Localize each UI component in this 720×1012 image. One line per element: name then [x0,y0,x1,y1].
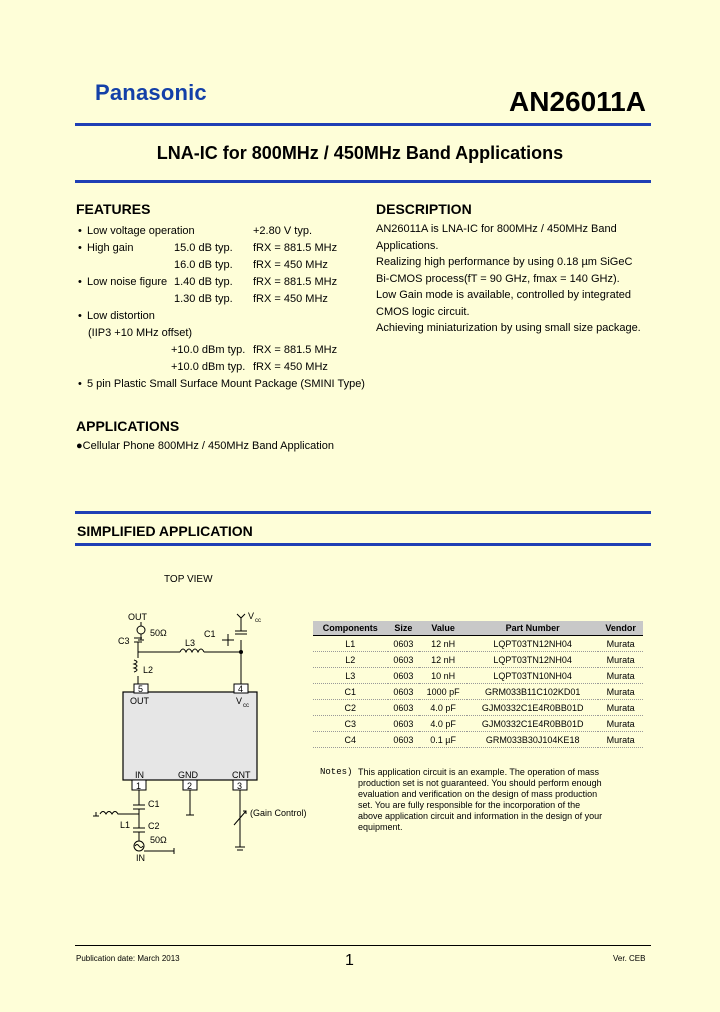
table-cell: 12 nH [419,652,467,668]
application-circuit [90,600,330,865]
description-line: Realizing high performance by using 0.18 µm SiGeC [376,256,633,268]
feature-label: High gain [87,242,134,254]
simplified-top-rule [75,511,651,514]
pin1-number: 1 [136,781,142,791]
c1-bot-label: C1 [148,799,160,809]
table-cell: Murata [598,716,643,732]
table-cell: C2 [313,700,388,716]
notes-line: equipment. [358,822,403,832]
chip-gnd-label: GND [178,770,198,780]
table-cell: L3 [313,668,388,684]
table-row [313,732,643,748]
l1-inductor [100,812,139,815]
table-cell: 0603 [388,652,420,668]
table-cell: Murata [598,636,643,652]
description-line: Achieving miniaturization by using small size package. [376,322,641,334]
table-cell: Murata [598,700,643,716]
chip-out-label: OUT [130,696,149,706]
table-cell: 0603 [388,716,420,732]
c1-bot-capacitor [133,805,145,809]
feature-value: +10.0 dBm typ. [171,344,246,356]
feature-label: 5 pin Plastic Small Surface Mount Package (SMINI Type) [87,378,365,390]
ohm-bot-label: 50Ω [150,835,167,845]
pin4-number: 4 [238,684,244,694]
table-cell: GJM0332C1E4R0BB01D [467,716,598,732]
table-cell: 1000 pF [419,684,467,700]
title-rule [75,180,651,183]
c1-top-label: C1 [204,629,216,639]
in-bot-label: IN [136,853,145,863]
table-cell: 0603 [388,700,420,716]
table-cell: C1 [313,684,388,700]
c1-top-capacitor [235,618,247,652]
table-cell: Murata [598,684,643,700]
notes-line: production set is not guaranteed. You should perform enough [358,778,602,788]
table-row [313,700,643,716]
feature-condition: fRX = 881.5 MHz [253,344,338,356]
description-line: AN26011A is LNA-IC for 800MHz / 450MHz Band [376,223,617,235]
table-cell: LQPT03TN10NH04 [467,668,598,684]
notes-line: set. You are fully responsible for the incorporation of the [358,800,581,810]
feature-condition: fRX = 881.5 MHz [253,276,338,288]
table-row [313,668,643,684]
vcc-top-label: V [248,611,255,621]
col-vendor: Vendor [598,621,643,636]
c2-label: C2 [148,821,160,831]
table-row [313,636,643,652]
notes [320,767,650,833]
feature-value: 16.0 dB typ. [174,259,233,271]
gain-control-label: (Gain Control) [250,808,307,818]
table-cell: 4.0 pF [419,700,467,716]
version: Ver. CEB [613,954,646,963]
description-text [376,221,656,337]
l2-label: L2 [143,665,154,675]
out-top-label: OUT [128,612,147,622]
components-table [313,621,643,748]
table-cell: L1 [313,636,388,652]
gnd-connection [186,790,194,815]
ohm-top-label: 50Ω [150,628,167,638]
feature-value: 1.30 dB typ. [174,293,233,305]
feature-condition: fRX = 450 MHz [253,361,328,373]
header-rule [75,123,651,126]
table-cell: 4.0 pF [419,716,467,732]
table-cell: C4 [313,732,388,748]
chip-in-label: IN [135,770,144,780]
table-row [313,684,643,700]
feature-bullet: • [78,276,82,288]
applications-heading: APPLICATIONS [76,418,180,434]
table-cell: LQPT03TN12NH04 [467,652,598,668]
l3-inductor [180,649,204,652]
feature-bullet: • [78,225,82,237]
col-part-number: Part Number [467,621,598,636]
page-title: LNA-IC for 800MHz / 450MHz Band Applications [156,143,564,163]
table-cell: GJM0332C1E4R0BB01D [467,700,598,716]
feature-label: Low noise figure [87,276,168,288]
pin5-number: 5 [138,684,144,694]
table-cell: LQPT03TN12NH04 [467,636,598,652]
c3-label: C3 [118,636,130,646]
feature-label: (IIP3 +10 MHz offset) [88,327,193,339]
chip-vcc-sub: cc [243,703,249,709]
table-cell: 0.1 µF [419,732,467,748]
vcc-top-sub: cc [255,618,261,624]
feature-value: 15.0 dB typ. [174,242,233,254]
description-heading: DESCRIPTION [376,201,472,217]
page-number: 1 [345,952,354,969]
applications-item: ●Cellular Phone 800MHz / 450MHz Band Application [76,440,334,452]
table-cell: Murata [598,652,643,668]
feature-bullet: • [78,242,82,254]
feature-value: 1.40 dB typ. [174,276,233,288]
c2-capacitor [133,828,145,832]
feature-value: +2.80 V typ. [253,225,313,237]
features-heading: FEATURES [76,201,151,217]
col-value: Value [419,621,467,636]
notes-line: This application circuit is an example. The operation of mass [358,767,599,777]
description-line: CMOS logic circuit. [376,305,470,318]
feature-bullet: • [78,310,82,322]
table-cell: Murata [598,732,643,748]
table-cell: 0603 [388,668,420,684]
table-cell: GRM033B11C102KD01 [467,684,598,700]
table-cell: 0603 [388,684,420,700]
simplified-bottom-rule [75,543,651,546]
table-cell: GRM033B30J104KE18 [467,732,598,748]
notes-line: evaluation and verification on the design of mass production [358,789,598,799]
table-row [313,716,643,732]
description-line: Bi-CMOS process(fT = 90 GHz, fmax = 140 GHz). [376,272,620,285]
chip-vcc-label: V [236,696,243,706]
top-view-label: TOP VIEW [164,574,213,585]
publication-date: Publication date: March 2013 [76,954,180,963]
description-line: Low Gain mode is available, controlled by integrated [376,289,631,301]
table-cell: C3 [313,716,388,732]
l3-label: L3 [185,638,196,648]
c4-bypass [222,634,234,646]
feature-condition: fRX = 450 MHz [253,259,328,271]
footer-rule [75,945,651,946]
cnt-connection [235,790,245,850]
out-port-symbol [137,626,145,634]
feature-condition: fRX = 881.5 MHz [253,242,338,254]
chip-cnt-label: CNT [232,770,251,780]
table-cell: 10 nH [419,668,467,684]
brand-logo: Panasonic [95,80,207,105]
part-number: AN26011A [509,86,646,117]
feature-label: Low distortion [87,310,155,322]
col-size: Size [388,621,420,636]
table-cell: 0603 [388,732,420,748]
notes-label: Notes) [320,767,353,777]
table-cell: Murata [598,668,643,684]
feature-label: Low voltage operation [87,225,195,237]
simplified-heading: SIMPLIFIED APPLICATION [77,523,253,539]
feature-condition: fRX = 450 MHz [253,293,328,305]
col-components: Components [313,621,388,636]
table-cell: 12 nH [419,636,467,652]
notes-line: above application circuit and information in the design of your [358,811,603,821]
table-row [313,652,643,668]
l1-label: L1 [120,820,131,830]
description-line: Applications. [376,239,439,252]
feature-bullet: • [78,378,82,390]
feature-value: +10.0 dBm typ. [171,361,246,373]
table-cell: 0603 [388,636,420,652]
l2-inductor [134,660,137,672]
pin3-number: 3 [237,781,243,791]
pin2-number: 2 [187,781,193,791]
table-cell: L2 [313,652,388,668]
